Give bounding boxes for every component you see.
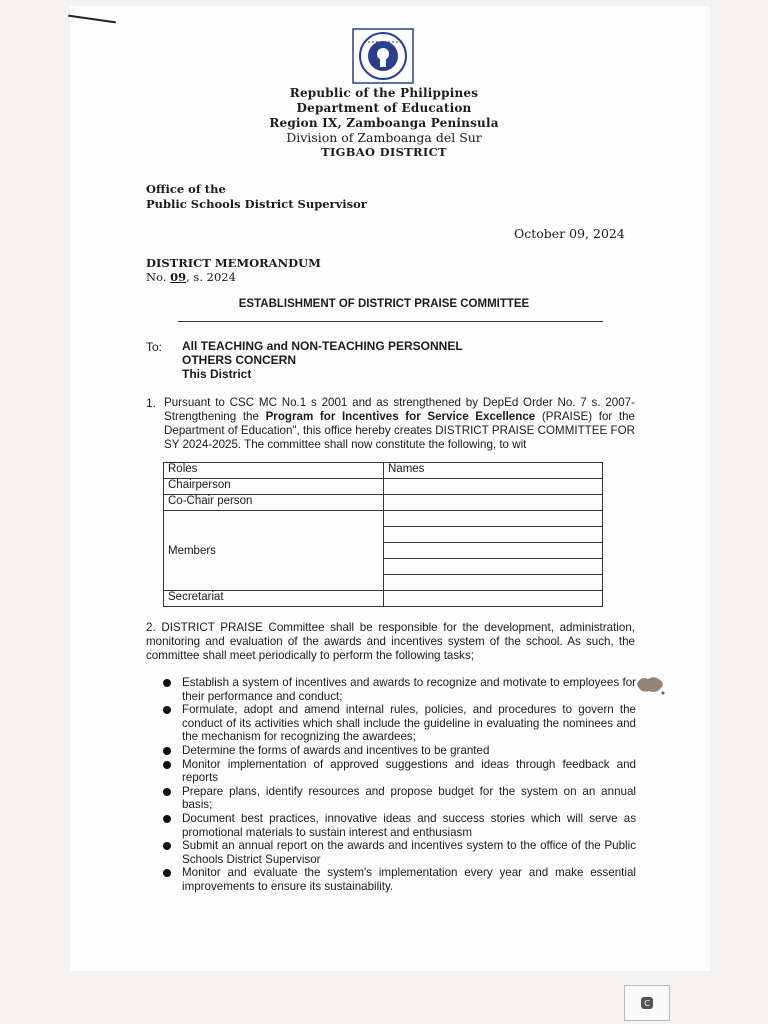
list-item: Establish a system of incentives and awards to recognize and motivate to employees for their performance and conduct; [160, 676, 636, 703]
memo-subject: ESTABLISHMENT OF DISTRICT PRAISE COMMITTEE [238, 298, 530, 310]
committee-table [163, 462, 603, 607]
list-item: Submit an annual report on the awards and incentives system to the office of the Public Schools District Supervisor [160, 839, 636, 866]
ink-stain-icon [636, 674, 666, 696]
bullet-icon [163, 869, 171, 877]
bullet-icon [163, 679, 171, 687]
role-chairperson: Chairperson [164, 479, 384, 495]
list-item: Formulate, adopt and amend internal rules, policies, and procedures to govern the conduct of its activities which shall include the guideline in evaluating the nominees and the mechanism for recognizing the awardees; [160, 703, 636, 744]
header-region: Region IX, Zamboanga Peninsula [269, 116, 499, 130]
bullet-icon [163, 706, 171, 714]
para1-text: Pursuant to CSC MC No.1 s 2001 and as strengthened by DepEd Order No. 7 s. 2007- Strengthening the Program for Incentives for Service Excellence (PRAISE) for the Department of Education", this office hereby creates DISTRICT PRAISE COMMITTEE FOR SY 2024-2025. The committee shall now constitute the following, to wit [164, 396, 635, 451]
memo-label: DISTRICT MEMORANDUM [146, 256, 321, 270]
to-line2: OTHERS CONCERN [182, 353, 297, 367]
header-republic: Republic of the Philippines [289, 86, 479, 100]
bullet-icon [163, 788, 171, 796]
table-row [164, 479, 603, 495]
list-item: Monitor and evaluate the system's implementation every year and make essential improvements to ensure its sustainability. [160, 866, 636, 893]
name-cell [384, 591, 603, 607]
name-cell [384, 495, 603, 511]
table-row [164, 511, 603, 527]
table-row [164, 495, 603, 511]
office-line2: Public Schools District Supervisor [146, 197, 367, 211]
scanner-watermark-icon [624, 985, 670, 1021]
svg-text:C: C [644, 999, 650, 1008]
office-line1: Office of the [146, 182, 226, 196]
memo-date: October 09, 2024 [514, 226, 625, 241]
name-cell [384, 479, 603, 495]
memo-number: No. 09, s. 2024 [146, 270, 236, 284]
name-cell [384, 511, 603, 527]
bullet-icon [163, 761, 171, 769]
header-district: TIGBAO DISTRICT [321, 145, 447, 159]
list-item: Prepare plans, identify resources and propose budget for the system on an annual basis; [160, 785, 636, 812]
table-row [164, 591, 603, 607]
list-item: Document best practices, innovative ideas and success stories which will serve as promotional materials to sustain interest and enthusiasm [160, 812, 636, 839]
para1-number: 1. [146, 396, 157, 410]
to-line1: All TEACHING and NON-TEACHING PERSONNEL [182, 339, 463, 353]
name-cell [384, 527, 603, 543]
to-label: To: [146, 340, 163, 354]
bullet-icon [163, 842, 171, 850]
role-cochair: Co-Chair person [164, 495, 384, 511]
bullet-icon [163, 815, 171, 823]
header-roles: Roles [164, 463, 384, 479]
para2-text: 2. DISTRICT PRAISE Committee shall be responsible for the development, administration, monitoring and evaluation of the awards and incentives system of the school. As such, the committee shall meet periodically to perform the following tasks; [146, 621, 635, 662]
role-members: Members [164, 511, 384, 591]
task-list [160, 676, 636, 894]
list-item: Determine the forms of awards and incentives to be granted [160, 744, 636, 758]
role-secretariat: Secretariat [164, 591, 384, 607]
header-names: Names [384, 463, 603, 479]
header-department: Department of Education [296, 101, 472, 115]
header-division: Division of Zamboanga del Sur [286, 130, 482, 145]
subject-divider [178, 321, 603, 322]
name-cell [384, 575, 603, 591]
name-cell [384, 543, 603, 559]
deped-seal-icon [352, 28, 414, 84]
name-cell [384, 559, 603, 575]
bullet-icon [163, 747, 171, 755]
table-row [164, 463, 603, 479]
to-line3: This District [182, 367, 252, 381]
list-item: Monitor implementation of approved suggestions and ideas through feedback and reports [160, 758, 636, 785]
